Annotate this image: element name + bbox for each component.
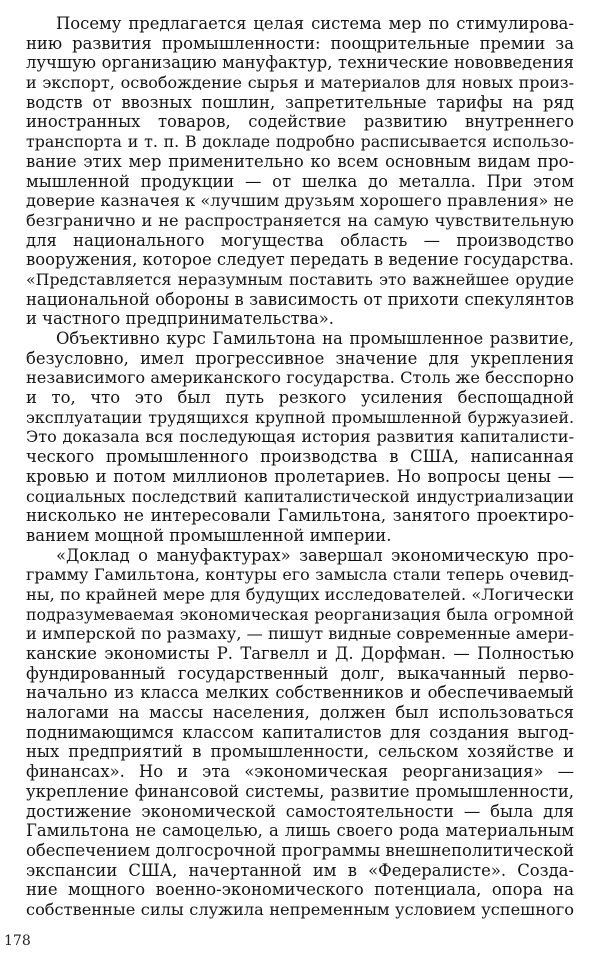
text-line: для национального могущества область — производство [26, 230, 574, 250]
text-line: ны, по крайней мере для будущих исследователей. «Логически [26, 584, 575, 604]
text-line: и то, что это был путь резкого усиления беспощадной [26, 388, 574, 408]
paragraph [26, 546, 574, 920]
text-line: национальной обороны в зависимость от прихоти спекулянтов [26, 289, 574, 309]
text-line: независимого американского государства. Столь же бесспорно [26, 368, 574, 388]
text-line: ванием мощной промышленной империи. [26, 525, 392, 545]
text-line: иностранных товаров, содействие развитию внутреннего [26, 112, 574, 132]
text-line: кровью и потом миллионов пролетариев. Но вопросы цены — [26, 466, 574, 486]
text-line: финансах». Но и эта «экономическая реорганизация» — [26, 762, 574, 782]
text-line: фундированный государственный долг, выкачанный перво- [26, 663, 574, 683]
text-line: экспансии США, начертанной им в «Федералисте». Созда- [26, 860, 574, 880]
text-line: ных предприятий в промышленности, сельском хозяйстве и [26, 742, 574, 762]
text-line: эксплуатации трудящихся крупной промышленной буржуазией. [26, 407, 574, 427]
text-line: Объективно курс Гамильтона на промышленное развитие, [56, 329, 574, 348]
paragraph [26, 14, 574, 329]
text-line: безусловно, имел прогрессивное значение для укрепления [26, 348, 574, 368]
text-line: Это доказала вся последующая история развития капиталисти- [26, 427, 574, 447]
text-line: безгранично и не распространяется на самую чувствительную [26, 210, 574, 230]
text-line: нисколько не интересовали Гамильтона, занятого проектиро- [26, 506, 574, 526]
text-line: ние мощного военно-экономического потенциала, опора на [26, 880, 574, 900]
text-line: Посему предлагается целая система мер по стимулирова- [56, 14, 574, 33]
text-line: мышленной продукции — от шелка до металла. При этом [26, 171, 574, 191]
text-line: канские экономисты Р. Тагвелл и Д. Дорфман. — Полностью [26, 644, 574, 663]
text-line: вание этих мер применительно ко всем основным видам про- [26, 151, 574, 171]
paragraph [26, 329, 574, 546]
page-body [26, 14, 574, 920]
text-line: вооружения, которое следует передать в ведение государства. [26, 250, 574, 270]
text-line: достижение экономической самостоятельности — была для [26, 801, 574, 821]
text-line: грамму Гамильтона, контуры его замысла стали теперь очевид- [26, 565, 574, 585]
text-line: лучшую организацию мануфактур, технические нововведения [26, 53, 574, 73]
text-line: начально из класса мелких собственников и обеспечиваемый [26, 683, 574, 703]
text-line: поднимающимся классом капиталистов для создания выгод- [26, 722, 574, 742]
text-line: «Доклад о мануфактурах» завершал экономическую про- [56, 545, 574, 565]
text-line: обеспечением долгосрочной программы внешнеполитической [26, 840, 574, 860]
page-number: 178 [4, 933, 31, 949]
text-line: ческого промышленного производства в США, написанная [26, 447, 574, 467]
text-line: и экспорт, освобождение сырья и материалов для новых произ- [26, 73, 574, 93]
text-line: доверие казначея к «лучшим друзьям хорошего правления» не [26, 191, 574, 211]
text-line: укрепление финансовой системы, развитие промышленности, [26, 781, 574, 801]
text-line: транспорта и т. п. В докладе подробно расписывается использо- [26, 132, 574, 152]
text-line: «Представляется неразумным поставить это важнейшее орудие [26, 269, 574, 289]
text-line: налогами на массы населения, должен был использоваться [26, 703, 574, 723]
text-line: и имперской по размаху, — пишут видные современные амери- [26, 624, 575, 644]
text-line: Гамильтона не самоцелью, а лишь своего рода материальным [26, 821, 574, 841]
text-line: нию развития промышленности: поощрительные премии за [26, 33, 574, 53]
text-line: подразумеваемая экономическая реорганизация была огромной [26, 604, 574, 624]
text-line: водств от ввозных пошлин, запретительные тарифы на ряд [26, 92, 574, 112]
text-line: собственные силы служила непременным условием успешного [26, 899, 574, 919]
text-line: социальных последствий капиталистической индустриализации [26, 486, 574, 506]
text-line: и частного предпринимательства». [26, 309, 334, 329]
